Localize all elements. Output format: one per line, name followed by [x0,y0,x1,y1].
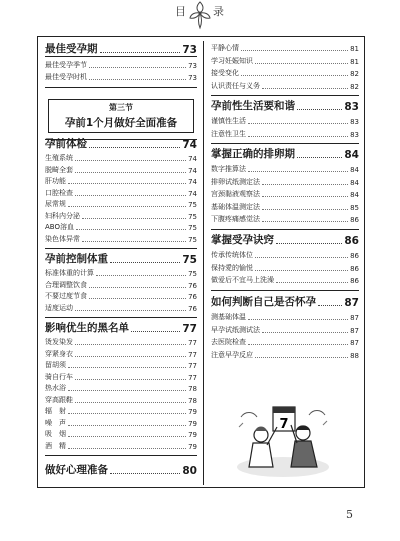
dot-leader [276,243,342,244]
dot-leader [241,50,348,51]
dot-leader [262,209,348,210]
toc-page-number: 78 [188,396,197,405]
toc-item[interactable] [45,233,197,244]
toc-page-number: 86 [350,216,359,224]
toc-item-label: 脱畸全套 [45,165,73,174]
toc-item[interactable] [45,371,197,382]
dot-leader [68,206,186,207]
toc-item-label: 酒 精 [45,441,66,450]
toc-item-label: 测基础体温 [211,313,246,321]
dot-leader [262,88,348,89]
dot-leader [255,270,348,271]
toc-item[interactable] [45,440,197,451]
divider-rule [211,290,359,291]
dot-leader [89,147,180,148]
dot-leader [262,332,348,333]
toc-page-number: 73 [188,74,197,82]
toc-item[interactable] [45,187,197,198]
toc-page-number: 84 [350,166,359,174]
toc-item[interactable] [45,198,197,209]
toc-item-label: 保持愛的愉悦 [211,263,253,272]
toc-page-number: 83 [344,101,359,113]
toc-page-number: 75 [182,254,197,266]
toc-page-number: 83 [350,118,359,126]
toc-item[interactable] [45,267,197,278]
toc-item-label: 噪 声 [45,418,66,427]
dot-leader [110,262,180,263]
toc-frame [37,36,365,488]
toc-page-number: 74 [188,166,197,175]
dot-leader [248,171,348,172]
toc-section-title: 最佳受孕期 [45,43,98,55]
toc-page-number: 74 [182,139,197,151]
toc-item-label: 学习妊娠知识 [211,56,253,65]
toc-section[interactable] [211,97,359,113]
toc-item[interactable] [211,176,359,187]
dot-leader [68,436,186,437]
toc-page-number: 87 [350,339,359,347]
toc-page-number: 79 [188,419,197,428]
toc-item-label: 谨慎性生活 [211,117,246,125]
toc-item-label: 不要过度节食 [45,292,87,300]
dot-leader [100,52,181,53]
toc-item[interactable] [45,152,197,163]
dot-leader [262,184,348,185]
toc-item-label: 基础体温测定法 [211,202,260,211]
divider-rule [211,229,359,230]
toc-item[interactable] [45,428,197,439]
toc-item[interactable] [211,42,359,53]
toc-item-label: 穿紧身衣 [45,349,73,358]
divider-rule [211,143,359,144]
toc-item[interactable] [45,175,197,186]
toc-page-number: 75 [188,224,197,232]
toc-section-title: 孕前性生活要和谐 [211,100,295,112]
toc-page-number: 76 [188,304,197,313]
toc-item-label: 穿高跟鞋 [45,395,73,404]
toc-item-label: 早孕试纸测试法 [211,325,260,334]
toc-page-number: 78 [188,385,197,393]
toc-item-label: 烫发染发 [45,338,73,346]
dot-leader [110,473,180,474]
toc-item[interactable] [211,55,359,66]
toc-section-title: 掌握受孕诀窍 [211,234,274,246]
dot-leader [89,79,186,80]
toc-page-number: 86 [350,252,359,260]
section-number: 第三节 [109,103,133,112]
toc-page-number: 85 [350,203,359,212]
chapter-section-box[interactable] [48,99,194,133]
toc-page-number: 73 [188,62,197,70]
toc-item[interactable] [45,71,197,82]
toc-page-number: 87 [350,326,359,335]
divider-rule [45,455,197,456]
dot-leader [248,319,348,320]
page-number: 5 [346,508,353,521]
toc-item-label: 注意早孕反应 [211,350,253,359]
toc-item-label: 做爱后不宜马上洗澡 [211,276,274,284]
toc-page-number: 77 [188,362,197,370]
toc-item-label: 注意性卫生 [211,129,246,138]
toc-item[interactable] [211,128,359,139]
dot-leader [75,379,186,380]
toc-item-label: 下腹疼痛感觉法 [211,215,260,223]
toc-page-number: 86 [350,277,359,285]
header-title-right: 录 [213,5,224,18]
toc-item[interactable] [211,262,359,273]
toc-item[interactable] [45,290,197,301]
toc-page-number: 79 [188,442,197,451]
toc-item-label: 数字推算法 [211,165,246,173]
dot-leader [68,390,186,391]
dot-leader [318,305,342,306]
toc-item[interactable] [45,59,197,70]
toc-item-label: 留胡须 [45,361,66,369]
page-header [0,0,400,34]
dot-leader [255,357,348,358]
toc-page-number: 73 [182,44,197,56]
toc-item-label: 标准体重的计算 [45,269,94,277]
toc-page-number: 75 [188,270,197,278]
dot-leader [241,75,348,76]
toc-item-label: 热水浴 [45,384,66,392]
toc-page-number: 77 [188,373,197,382]
toc-page-number: 79 [188,408,197,416]
dot-leader [96,275,186,276]
dot-leader [276,282,348,283]
toc-section[interactable] [45,40,197,57]
toc-page-number: 75 [188,235,197,244]
toc-item-label: 生殖系统 [45,154,73,162]
toc-item[interactable] [211,80,359,91]
dot-leader [297,109,342,110]
dot-leader [68,367,186,368]
toc-section[interactable] [211,293,359,309]
toc-item-label: 平静心情 [211,44,239,52]
toc-item[interactable] [211,274,359,285]
toc-page-number: 79 [188,431,197,439]
dot-leader [82,218,186,219]
toc-page-number: 84 [350,178,359,187]
dot-leader [255,63,348,64]
toc-section[interactable] [45,135,197,151]
toc-item-label: 妇科内分泌 [45,211,80,220]
toc-item[interactable] [211,324,359,335]
toc-item-label: 最佳受孕季节 [45,61,87,69]
toc-item[interactable] [211,349,359,360]
dot-leader [248,123,348,124]
toc-left-column [45,37,197,489]
divider-rule [45,87,197,88]
toc-item-label: 骑自行车 [45,372,73,381]
toc-page-number: 75 [188,212,197,221]
dot-leader [75,160,186,161]
toc-item[interactable] [45,302,197,313]
toc-item-label: 传承传统体位 [211,251,253,259]
dot-leader [68,425,186,426]
section-title: 孕前1个月做好全面准备 [64,117,178,129]
toc-item[interactable] [45,382,197,393]
dot-leader [255,257,348,258]
toc-item-label: 染色体异常 [45,234,80,243]
header-title-left: 目 [175,5,186,18]
toc-item[interactable] [45,279,197,290]
toc-item[interactable] [45,336,197,347]
toc-item-label: 合理调整饮食 [45,280,87,289]
toc-item-label: 排卵试纸测定法 [211,177,260,186]
toc-page-number: 82 [350,82,359,91]
toc-page-number: 81 [350,45,359,53]
dot-leader [75,402,186,403]
divider-rule [45,317,197,318]
toc-item-label: 接受变化 [211,69,239,77]
toc-item[interactable] [211,115,359,126]
toc-section-title: 掌握正确的排卵期 [211,148,295,160]
toc-item[interactable] [45,164,197,175]
toc-item[interactable] [45,359,197,370]
toc-item-label: 认识责任与义务 [211,81,260,90]
dot-leader [89,287,186,288]
toc-page-number: 87 [350,314,359,322]
toc-section-title: 做好心理准备 [45,464,108,476]
toc-section-title: 如何判断自己是否怀孕 [211,296,316,308]
toc-item[interactable] [45,221,197,232]
toc-section-title: 孕前体检 [45,138,87,150]
dot-leader [248,136,348,137]
dot-leader [75,172,186,173]
toc-item-label: 适度运动 [45,303,73,312]
toc-page-number: 74 [188,189,197,198]
toc-item-label: 尿常规 [45,200,66,208]
toc-page-number: 74 [188,155,197,163]
toc-page-number: 84 [350,191,359,199]
toc-page-number: 88 [350,351,359,360]
toc-item[interactable] [45,417,197,428]
toc-section-title: 孕前控制体重 [45,253,108,265]
toc-page-number: 86 [344,235,359,247]
dot-leader [89,298,186,299]
couple-calendar-illustration [231,397,335,479]
toc-page-number: 77 [188,350,197,359]
dot-leader [68,448,186,449]
toc-item[interactable] [45,348,197,359]
dot-leader [75,195,186,196]
toc-page-number: 84 [344,149,359,161]
dot-leader [75,344,186,345]
toc-section[interactable] [45,461,197,477]
toc-item[interactable] [211,67,359,78]
toc-page-number: 74 [188,178,197,186]
dot-leader [82,241,186,242]
dot-leader [262,221,348,222]
toc-item-label: 口腔检查 [45,188,73,197]
column-divider [203,41,204,485]
toc-item-label: 去医院检查 [211,338,246,346]
toc-item[interactable] [45,405,197,416]
toc-section-title: 影响优生的黑名单 [45,322,129,334]
toc-section[interactable] [211,231,359,247]
toc-page-number: 80 [182,465,197,477]
dot-leader [131,331,180,332]
dot-leader [262,196,348,197]
toc-item-label: 吸 烟 [45,430,66,438]
dot-leader [75,310,186,311]
toc-item[interactable] [45,394,197,405]
toc-page-number: 76 [188,281,197,290]
ornament-icon [185,0,215,30]
toc-item-label: 肝功能 [45,177,66,185]
toc-page-number: 87 [344,297,359,309]
toc-item[interactable] [45,210,197,221]
toc-section[interactable] [45,250,197,266]
toc-item-label: ABO溶血 [45,223,74,231]
toc-item[interactable] [211,163,359,174]
toc-page-number: 81 [350,57,359,66]
divider-rule [45,248,197,249]
calendar-day: 7 [279,417,289,432]
dot-leader [75,356,186,357]
dot-leader [68,183,186,184]
toc-item[interactable] [211,336,359,347]
toc-section[interactable] [211,145,359,161]
toc-page-number: 77 [182,323,197,335]
toc-section[interactable] [45,319,197,335]
toc-item-label: 宫颈黏液观察法 [211,190,260,198]
toc-page-number: 86 [350,264,359,273]
divider-rule [211,95,359,96]
toc-item[interactable] [211,201,359,212]
dot-leader [76,229,186,230]
dot-leader [248,344,348,345]
toc-page-number: 76 [188,293,197,301]
toc-page-number: 82 [350,70,359,78]
toc-item[interactable] [211,311,359,322]
toc-page-number: 77 [188,339,197,347]
toc-item[interactable] [211,188,359,199]
dot-leader [297,157,342,158]
toc-item-label: 辐 射 [45,407,66,415]
toc-page-number: 75 [188,201,197,209]
dot-leader [68,413,186,414]
dot-leader [89,67,186,68]
toc-item[interactable] [211,249,359,260]
toc-item-label: 最佳受孕时机 [45,73,87,81]
toc-page-number: 83 [350,130,359,139]
toc-item[interactable] [211,213,359,224]
